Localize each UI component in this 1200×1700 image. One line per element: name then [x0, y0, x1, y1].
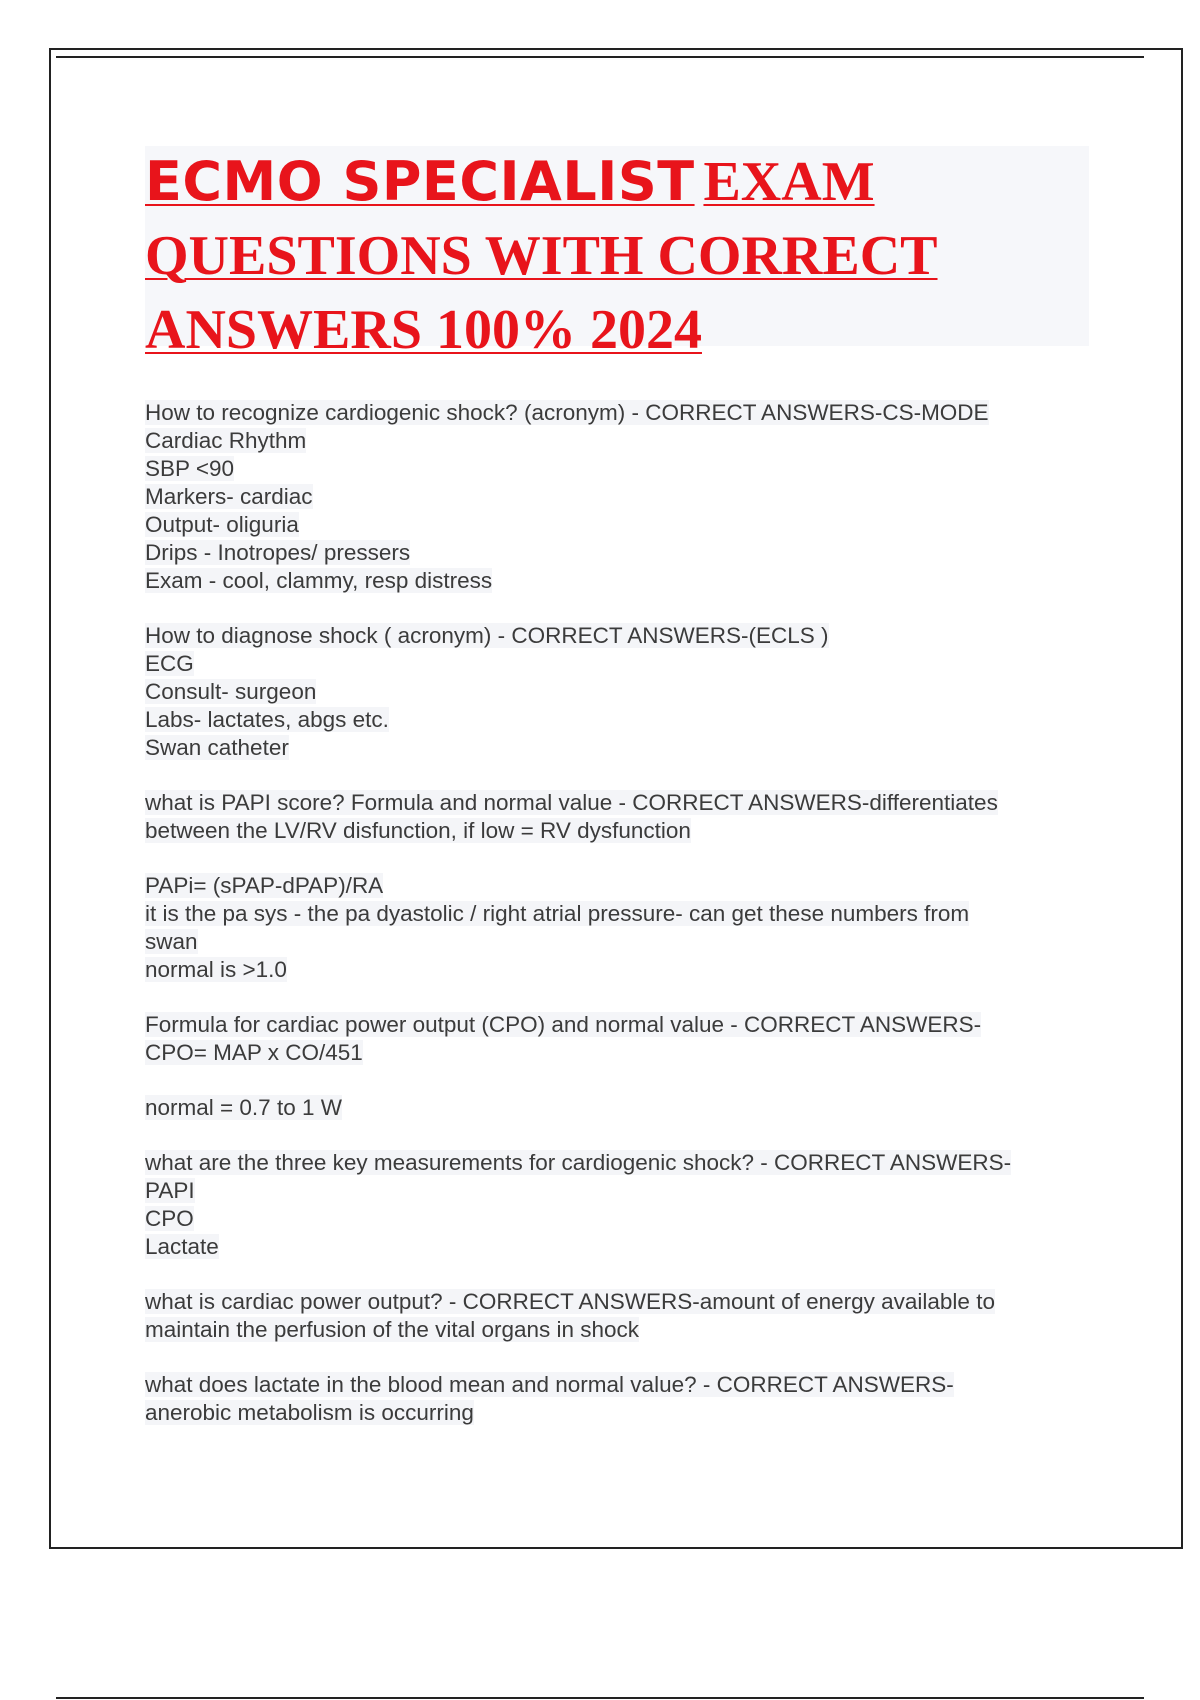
qa-line-text: Consult- surgeon	[145, 679, 317, 704]
qa-line-text: normal = 0.7 to 1 W	[145, 1095, 342, 1120]
qa-line-text: How to diagnose shock ( acronym) - CORRECT ANSWERS-(ECLS )	[145, 623, 829, 648]
paragraph-gap	[145, 1067, 1085, 1094]
qa-line-text: Lactate	[145, 1234, 219, 1259]
qa-answer-line	[145, 567, 1085, 595]
qa-list	[145, 399, 1085, 1454]
qa-question-line	[145, 789, 1085, 817]
qa-answer-line	[145, 427, 1085, 455]
qa-line-text: what does lactate in the blood mean and normal value? - CORRECT ANSWERS-	[145, 1372, 954, 1397]
top-rule	[56, 56, 1144, 58]
bottom-rule	[56, 1697, 1144, 1699]
qa-line-text: CPO	[145, 1206, 194, 1231]
qa-line-text: Swan catheter	[145, 735, 289, 760]
qa-line-text: anerobic metabolism is occurring	[145, 1400, 474, 1425]
qa-line-text: what are the three key measurements for cardiogenic shock? - CORRECT ANSWERS-	[145, 1150, 1012, 1175]
qa-answer-line	[145, 511, 1085, 539]
qa-question-line	[145, 1011, 1085, 1039]
qa-line-text: Drips - Inotropes/ pressers	[145, 540, 411, 565]
qa-answer-line	[145, 1233, 1085, 1261]
qa-answer-line	[145, 678, 1085, 706]
qa-answer-line	[145, 1094, 1085, 1122]
qa-line-text: ECG	[145, 651, 194, 676]
qa-answer-line	[145, 956, 1085, 984]
qa-line-text: swan	[145, 929, 198, 954]
qa-line-text: Formula for cardiac power output (CPO) and normal value - CORRECT ANSWERS-	[145, 1012, 982, 1037]
qa-line-text: Labs- lactates, abgs etc.	[145, 707, 389, 732]
qa-answer-line	[145, 706, 1085, 734]
title-block	[145, 146, 1089, 361]
document-title	[145, 146, 1089, 371]
qa-answer-line	[145, 817, 1085, 845]
qa-line-text: what is cardiac power output? - CORRECT ANSWERS-amount of energy available to	[145, 1289, 995, 1314]
paragraph-gap	[145, 845, 1085, 872]
qa-line-text: Output- oliguria	[145, 512, 299, 537]
qa-answer-line	[145, 1316, 1085, 1344]
qa-line-text: Markers- cardiac	[145, 484, 313, 509]
title-lead: ECMO SPECIALIST	[145, 150, 695, 213]
qa-answer-line	[145, 900, 1085, 928]
qa-line-text: Exam - cool, clammy, resp distress	[145, 568, 493, 593]
qa-line-text: what is PAPI score? Formula and normal value - CORRECT ANSWERS-differentiates	[145, 790, 998, 815]
qa-answer-line	[145, 1177, 1085, 1205]
qa-item	[145, 1371, 1085, 1427]
qa-answer-line	[145, 455, 1085, 483]
qa-answer-line	[145, 1039, 1085, 1067]
qa-answer-line	[145, 483, 1085, 511]
qa-answer-line	[145, 734, 1085, 762]
qa-line-text: Cardiac Rhythm	[145, 428, 307, 453]
qa-line-text: normal is >1.0	[145, 957, 287, 982]
qa-item	[145, 789, 1085, 984]
qa-answer-line	[145, 650, 1085, 678]
qa-line-text: SBP <90	[145, 456, 235, 481]
qa-line-text: How to recognize cardiogenic shock? (acronym) - CORRECT ANSWERS-CS-MODE	[145, 400, 989, 425]
qa-question-line	[145, 1149, 1085, 1177]
qa-question-line	[145, 1371, 1085, 1399]
qa-answer-line	[145, 872, 1085, 900]
qa-item	[145, 1149, 1085, 1261]
qa-answer-line	[145, 539, 1085, 567]
qa-question-line	[145, 399, 1085, 427]
qa-answer-line	[145, 1399, 1085, 1427]
qa-line-text: PAPI	[145, 1178, 195, 1203]
qa-item	[145, 399, 1085, 595]
qa-line-text: CPO= MAP x CO/451	[145, 1040, 363, 1065]
qa-line-text: it is the pa sys - the pa dyastolic / right atrial pressure- can get these numbers from	[145, 901, 970, 926]
qa-answer-line	[145, 928, 1085, 956]
qa-line-text: maintain the perfusion of the vital organs in shock	[145, 1317, 640, 1342]
qa-answer-line	[145, 1205, 1085, 1233]
qa-item	[145, 1011, 1085, 1122]
qa-question-line	[145, 1288, 1085, 1316]
title-rest: EXAM QUESTIONS WITH CORRECT ANSWERS 100% 2024	[145, 151, 938, 361]
qa-line-text: PAPi= (sPAP-dPAP)/RA	[145, 873, 384, 898]
qa-item	[145, 1288, 1085, 1344]
qa-line-text: between the LV/RV disfunction, if low = RV dysfunction	[145, 818, 691, 843]
qa-item	[145, 622, 1085, 762]
qa-question-line	[145, 622, 1085, 650]
